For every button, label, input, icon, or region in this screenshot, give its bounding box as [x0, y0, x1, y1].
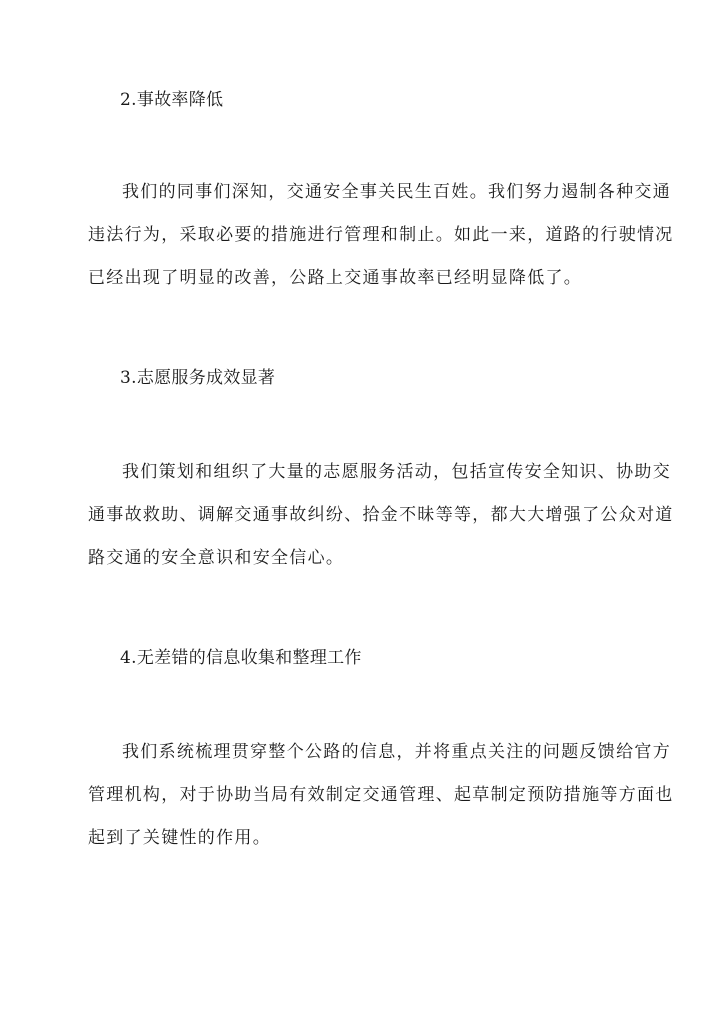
section-heading-3: 3.志愿服务成效显著 — [120, 368, 276, 388]
paragraph-line: 通事故救助、调解交通事故纠纷、拾金不昧等等，都大大增强了公众对道 — [88, 505, 674, 525]
paragraph-line: 违法行为，采取必要的措施进行管理和制止。如此一来，道路的行驶情况 — [88, 225, 674, 245]
paragraph-line: 我们的同事们深知，交通安全事关民生百姓。我们努力遏制各种交通 — [122, 182, 671, 202]
paragraph-line: 路交通的安全意识和安全信心。 — [88, 548, 345, 568]
paragraph-line: 我们策划和组织了大量的志愿服务活动，包括宣传安全知识、协助交 — [122, 462, 671, 482]
section-paragraph-3 — [88, 460, 674, 589]
paragraph-line: 我们系统梳理贯穿整个公路的信息，并将重点关注的问题反馈给官方 — [122, 742, 671, 762]
paragraph-line: 已经出现了明显的改善，公路上交通事故率已经明显降低了。 — [88, 268, 583, 288]
section-paragraph-2 — [88, 180, 674, 309]
paragraph-line: 管理机构，对于协助当局有效制定交通管理、起草制定预防措施等方面也 — [88, 785, 674, 805]
section-heading-4: 4.无差错的信息收集和整理工作 — [120, 648, 362, 668]
section-heading-2: 2.事故率降低 — [120, 90, 224, 110]
section-paragraph-4 — [88, 740, 674, 869]
paragraph-line: 起到了关键性的作用。 — [88, 828, 271, 848]
